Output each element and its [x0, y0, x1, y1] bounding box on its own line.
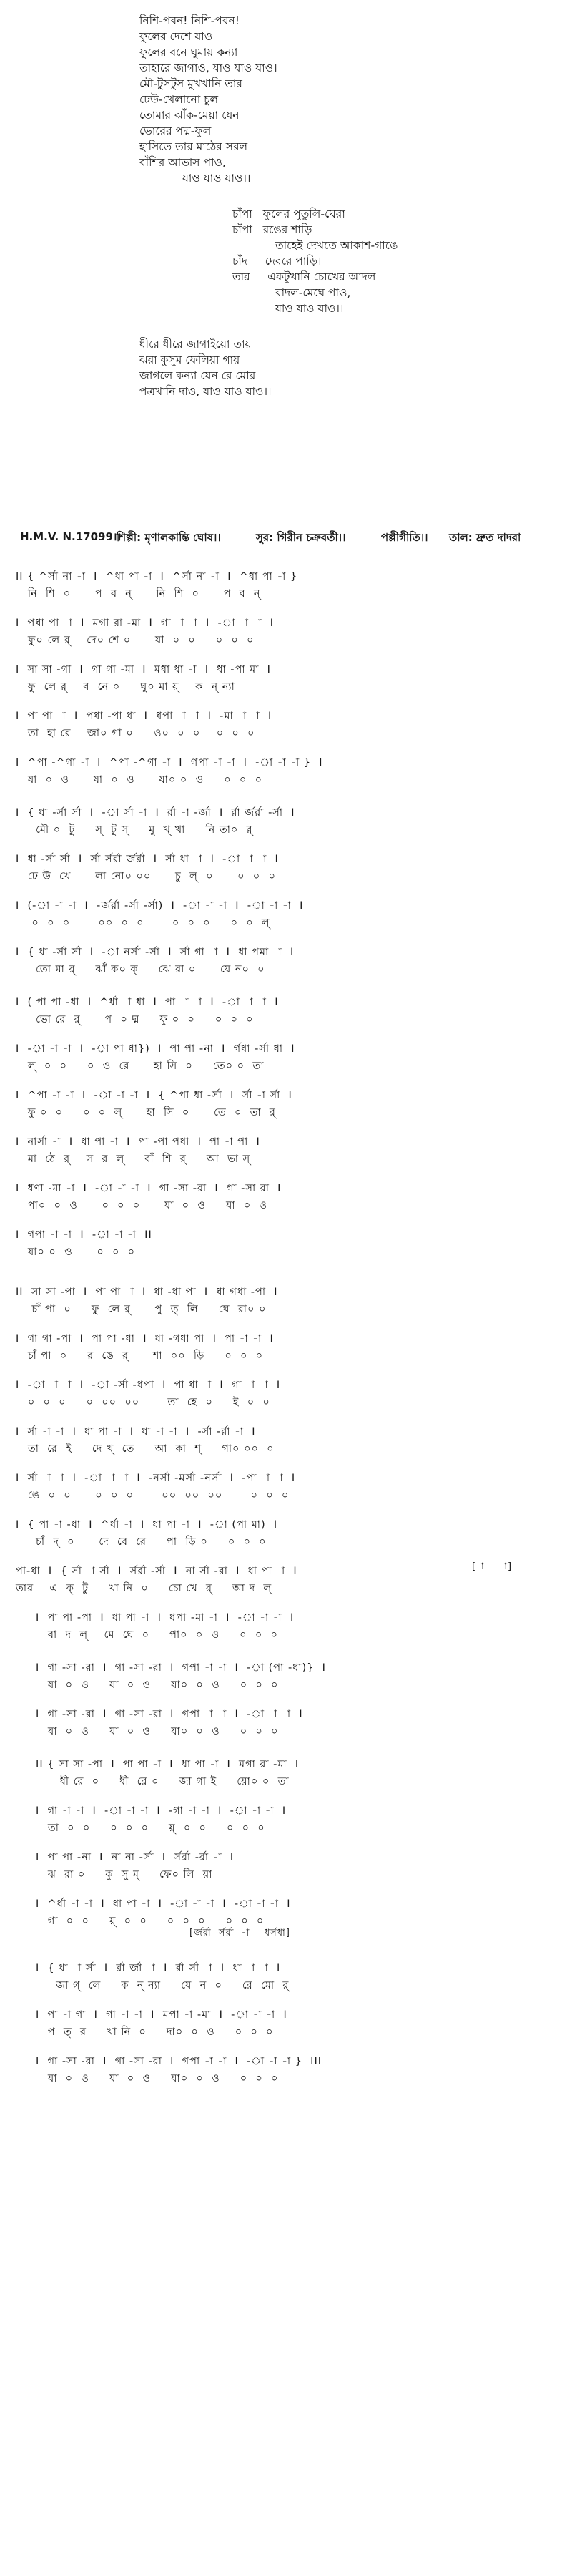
swara-line: I { ধা -া র্সা I র্রা র্জা -া I র্রা র্সা -া I ধা -া -া I [16, 1963, 281, 1974]
lyric-line: বাঁশির আভাস পাও, [139, 156, 226, 169]
syllable-line: যা ০ ও যা ০ ও যা০ ০ ও ০ ০ ০ [16, 774, 263, 786]
swara-line: I গা -সা -রা I গা -সা -রা I গপা -া -া I -া -া -া } III [16, 2056, 322, 2067]
notation-row [16, 1517, 572, 1554]
notation-row [16, 1041, 572, 1078]
lyric-line: চাঁদ দেবরে পাড়ি। [232, 255, 322, 268]
notation-row [16, 1377, 572, 1415]
swara-line: I পা পা -না I না না -র্সা I র্সর্রা -র্রা -া I [16, 1852, 235, 1863]
syllable-line: তার এ ক্ টু খা নি ০ চো খে র্ আ দ ল্ [16, 1583, 272, 1594]
tala-label: তাল: দ্রুত দাদরা [449, 531, 521, 544]
singer-credit: শিল্পী: মৃণালকান্তি ঘোষ।। [117, 531, 221, 544]
record-number: H.M.V. N.17099।। [20, 530, 122, 543]
swara-line: I গা -সা -রা I গা -সা -রা I গপা -া -া I -া -া -া I [16, 1709, 303, 1720]
lyric-line: ভোরের পদ্ম-ফুল [139, 125, 212, 137]
notation-row [16, 1331, 572, 1368]
swara-line: I গা গা -পা I পা পা -ধা I ধা -গধা পা I পা -া -া I [16, 1333, 274, 1345]
swara-line: I (-া -া -া I -র্জর্রা -র্সা -র্সা) I -া -া -া I -া -া -া I [16, 900, 304, 912]
lyric-line: ফুলের বনে ঘুমায় কন্যা [139, 46, 238, 59]
swara-line: II সা সা -পা I পা পা -া I ধা -ধা পা I ধা গধা -পা I [16, 1287, 278, 1298]
alt-bracket-2-text: [র্জর্রা র্সর্রা -া ধর্সধা] [189, 1928, 290, 1938]
swara-line: I পা পা -া I পধা -পা ধা I ধপা -া -া I -মা -া -া I [16, 711, 272, 722]
syllable-line: ০ ০ ০ ০০ ০ ০ ০ ০ ০ ০ ০ ল্ [16, 917, 270, 929]
stanza-gap [139, 316, 540, 336]
notation-row [16, 1227, 572, 1264]
lyric-line: তাহেই দেখতে আকাশ-গাঙে [275, 239, 398, 252]
lyric-line: পত্রখানি দাও, যাও যাও যাও।। [139, 385, 272, 398]
lyric-line: জাগলে কন্যা যেন রে মোর [139, 369, 256, 382]
syllable-line: তো মা র্ ঝাঁ ক০ ক্ ঝে রা ০ যে ন০ ০ [16, 964, 265, 975]
swara-line: I ^পা -া -া I -া -া -া I { ^পা ধা -র্সা I র্সা -া র্সা I [16, 1090, 292, 1101]
lyric-line: বাদল-মেঘে পাও, [275, 286, 351, 299]
notation-row [16, 1610, 572, 1647]
swara-line: I -া -া -া I -া -র্সা -ধপা I পা ধা -া I গা -া -া I [16, 1380, 281, 1391]
swara-line: I ধণা -মা -া I -া -া -া I গা -সা -রা I গা -সা রা I [16, 1183, 282, 1194]
notation-row [16, 1850, 572, 1887]
notation-row [16, 662, 572, 699]
swara-line: I ^র্ধা -া -া I ধা পা -া I -া -া -া I -া -া -া I [16, 1898, 291, 1910]
swara-line: I গপা -া -া I -া -া -া II [16, 1229, 152, 1241]
syllable-line: পা০ ০ ও ০ ০ ০ যা ০ ও যা ০ ও [16, 1200, 268, 1211]
lyric-line: নিশি-পবন! নিশি-পবন! [139, 14, 240, 27]
lyric-line: যাও যাও যাও।। [182, 172, 251, 185]
notation-row [16, 1757, 572, 1794]
swara-line: I { পা -া -ধা I ^র্ধা -া I ধা পা -া I -া (পা মা) I [16, 1519, 278, 1531]
syllable-line: জা গ্ লে ক ন্ ন্যা যে ন ০ রে মো র্ [16, 1980, 290, 1991]
lyric-line: তার একটুখানি চোখের আদল [232, 270, 376, 283]
swara-line: I র্সা -া -া I ধা পা -া I ধা -া -া I -র্সা -র্রা -া I [16, 1426, 256, 1438]
lyric-line: তাহারে জাগাও, যাও যাও যাও। [139, 62, 277, 74]
swara-line: II { ^র্সা না -া I ^ধা পা -া I ^র্সা না -া I ^ধা পা -া } [16, 571, 298, 582]
notation-row [16, 1424, 572, 1461]
swara-line: I গা -সা -রা I গা -সা -রা I গপা -া -া I -া (পা -ধা)} I [16, 1662, 326, 1674]
notation-row [16, 755, 572, 792]
swara-line: I নার্সা -া I ধা পা -া I পা -পা পধা I পা -া পা I [16, 1136, 260, 1148]
syllable-line: ঝ রা ০ কু সু ম্ ফে০ লি য়া [16, 1869, 213, 1880]
syllable-line: তা হা রে জা০ গা ০ ও০ ০ ০ ০ ০ ০ [16, 728, 255, 739]
notation-row [16, 852, 572, 889]
swara-line: I পা পা -পা I ধা পা -া I ধপা -মা -া I -া -া -া I [16, 1612, 295, 1624]
notation-row [16, 995, 572, 1032]
lyric-line: ধীরে ধীরে জাগাইয়ো তায় [139, 338, 252, 351]
swara-line: I র্সা -া -া I -া -া -া I -নর্সা -মর্সা -নর্সা I -পা -া -া I [16, 1473, 296, 1484]
swara-line: I ( পা পা -ধা I ^র্ধা -া ধা I পা -া -া I -া -া -া I [16, 997, 279, 1008]
notation-row [16, 1707, 572, 1744]
syllable-line: চাঁ দ্ ০ দে বে রে পা ড়ি ০ ০ ০ ০ [16, 1536, 267, 1548]
notation-row [16, 569, 572, 606]
syllable-line: যা ০ ও যা ০ ও যা০ ০ ও ০ ০ ০ [16, 1679, 279, 1691]
syllable-line: ঙে ০ ০ ০ ০ ০ ০০ ০০ ০০ ০ ০ ০ [16, 1490, 290, 1501]
notation-row [16, 615, 572, 653]
syllable-line: চাঁ পা ০ র ঙে র্ শা ০০ ড়ি ০ ০ ০ [16, 1350, 264, 1362]
syllable-line: ভো রে র্ প ০ দ্ম ফু ০ ০ ০ ০ ০ [16, 1014, 254, 1025]
notation-row [16, 805, 572, 842]
notation-row [16, 2007, 572, 2044]
syllable-line: ফু ০ ০ ০ ০ ল্ হা সি ০ তে ০ তা র্ [16, 1107, 276, 1118]
notation-row [16, 945, 572, 982]
syllable-line: মৌ ০ টু স্ টু স্ মু খ্ খা নি তা০ র্ [16, 824, 253, 836]
lyric-line: মৌ-টুসটুস মুখখানি তার [139, 77, 242, 90]
swara-line: I পধা পা -া I মগা রা -মা I গা -া -া I -া -া -া I [16, 618, 275, 629]
syllable-line: চাঁ পা ০ ফু লে র্ পু ত্ লি ঘে রা০ ০ [16, 1304, 267, 1315]
syllable-line: ল্ ০ ০ ০ ও রে হা সি ০ তে০ ০ তা [16, 1060, 265, 1072]
alt-bracket-text: [-া -া] [472, 1561, 513, 1572]
notation-row [16, 1088, 572, 1125]
notation-row [16, 1470, 572, 1508]
syllable-line: যা ০ ও যা ০ ও যা০ ০ ও ০ ০ ০ [16, 2073, 279, 2084]
syllable-line: গা ০ ০ য়্ ০ ০ ০ ০ ০ ০ ০ ০ [16, 1916, 265, 1927]
swara-line: I সা সা -গা I গা গা -মা I মধা ধা -া I ধা -পা মা I [16, 664, 271, 675]
syllable-line: ফু লে র্ ব নে ০ ঘু০ মা য়্ ক ন্ ন্যা [16, 681, 235, 693]
swara-line: II { সা সা -পা I পা পা -া I ধা পা -া I মগা রা -মা I [16, 1759, 300, 1770]
notation-row [16, 708, 572, 746]
syllable-line: তা ০ ০ ০ ০ ০ য়্ ০ ০ ০ ০ ০ [16, 1823, 265, 1834]
lyric-line: চাঁপা ফুলের পুতুলি-ঘেরা [232, 208, 345, 220]
syllable-line: তা রে ই দে খ্ তে আ কা শ্ গা০ ০০ ০ [16, 1443, 275, 1455]
lyric-line: ঝরা কুসুম ফেলিয়া গায় [139, 353, 240, 366]
lyric-line: তোমার ঝাঁক-মেয়া যেন [139, 109, 240, 122]
notation-row [16, 1134, 572, 1171]
song-lyrics [139, 13, 540, 399]
lyric-line: যাও যাও যাও।। [275, 302, 344, 315]
syllable-line: ০ ০ ০ ০ ০০ ০০ তা হে ০ ই ০ ০ [16, 1397, 270, 1408]
syllable-line: ঢে উ খে লা নো০ ০০ চু ল্ ০ ০ ০ ০ [16, 871, 276, 882]
genre-label: পল্লীগীতি।। [381, 531, 428, 544]
notation-row [16, 898, 572, 935]
syllable-line: ধী রে ০ ধী রে ০ জা গা ই য়ো০ ০ তা [16, 1776, 290, 1787]
swara-line: I -া -া -া I -া পা ধা}) I পা পা -না I র্গধা -র্সা ধা I [16, 1043, 295, 1055]
syllable-line: নি শি ০ প ব ন্ নি শি ০ প ব ন্ [16, 588, 261, 600]
syllable-line: বা দ ল্ মে ঘে ০ পা০ ০ ও ০ ০ ০ [16, 1629, 278, 1641]
stanza-gap [139, 186, 540, 206]
notation-row [16, 1181, 572, 1218]
notation-row [16, 2054, 572, 2091]
notation-row [16, 1284, 572, 1322]
swara-line: I ধা -র্সা র্সা I র্সা র্সর্রা র্জর্রা I র্সা ধা -া I -া -া -া I [16, 854, 279, 865]
lyric-line: হাসিতে তার মাঠের সরল [139, 140, 248, 153]
swara-line: পা-ধা I { র্সা -া র্সা I র্সর্রা -র্সা I না র্সা -রা I ধা পা -া I [16, 1566, 297, 1577]
syllable-line: প ত্ র খা নি ০ দা০ ০ ও ০ ০ ০ [16, 2026, 274, 2038]
notation-row [16, 1803, 572, 1840]
swara-line: I { ধা -র্সা র্সা I -া র্সা -া I র্রা -া -র্জা I র্রা র্জর্রা -র্সা I [16, 807, 295, 819]
swara-line: I গা -া -া I -া -া -া I -গা -া -া I -া -া -া I [16, 1805, 287, 1817]
notation-row [16, 1896, 572, 1933]
swara-line: I { ধা -র্সা র্সা I -া নর্সা -র্সা I র্সা গা -া I ধা পমা -া I [16, 947, 295, 958]
composer-credit: সুর: গিরীন চক্রবর্তী।। [256, 531, 346, 544]
syllable-line: যা০ ০ ও ০ ০ ০ [16, 1246, 136, 1258]
alt-bracket-2 [0, 1928, 572, 1969]
lyric-line: চাঁপা রঙের শাড়ি [232, 223, 312, 236]
notation-row [16, 1660, 572, 1697]
swara-line: I পা -া গা I গা -া -া I মপা -া -মা I -া -া -া I [16, 2009, 287, 2021]
syllable-line: যা ০ ও যা ০ ও যা০ ০ ও ০ ০ ০ [16, 1726, 279, 1737]
lyric-line: ঢেউ-খেলানো চুল [139, 93, 219, 106]
lyric-line: ফুলের দেশে যাও [139, 30, 213, 43]
record-header [20, 530, 563, 548]
syllable-line: ফু০ লে র্ দে০ শে ০ যা ০ ০ ০ ০ ০ [16, 635, 255, 646]
syllable-line: মা ঠে র্ স র ল্ বাঁ শি র্ আ ভা স্ [16, 1153, 251, 1165]
swara-line: I ^পা -^গা -া I ^পা -^গা -া I গপা -া -া I -া -া -া } I [16, 757, 323, 769]
